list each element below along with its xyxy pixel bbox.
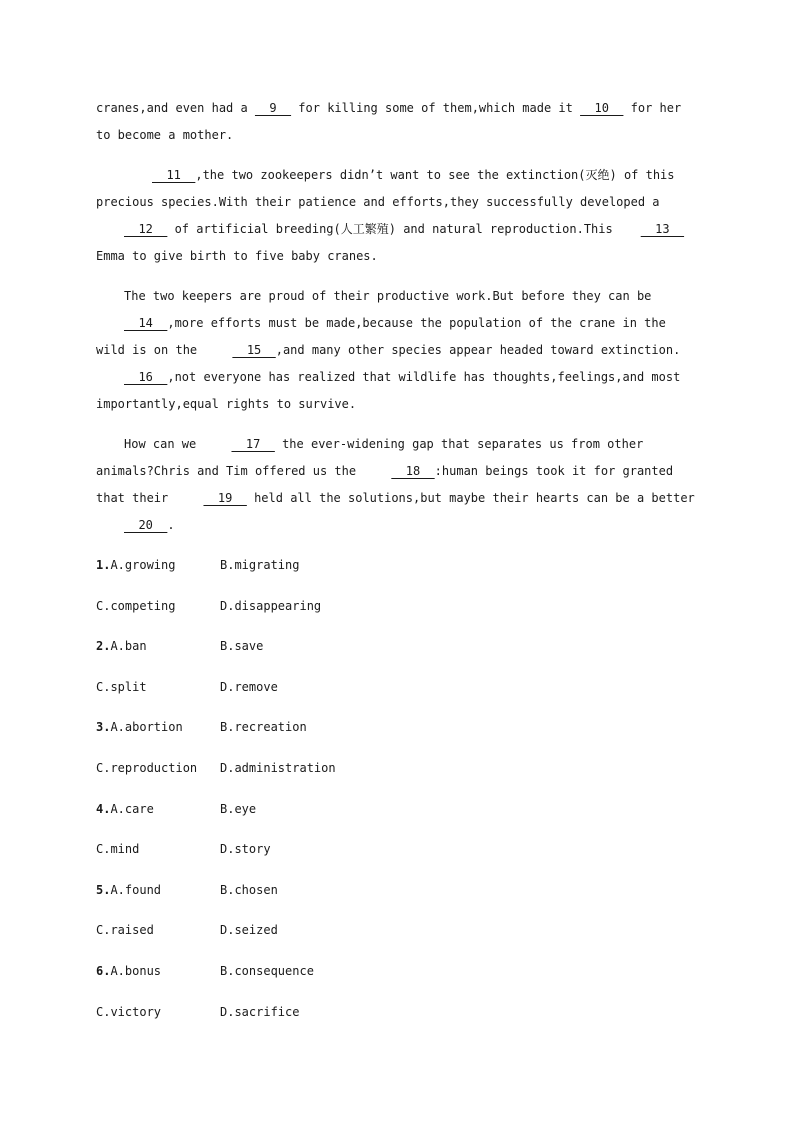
text: ,more efforts must be made,because the population of the crane in the wild is on the: [96, 316, 666, 357]
question-number: 4.: [96, 801, 111, 816]
text: Emma to give birth to five baby cranes.: [96, 249, 378, 263]
option-c: C.reproduction: [96, 760, 198, 775]
passage-paragraph-2: [96, 162, 696, 270]
text: ,not everyone has realized that wildlife has thoughts,feelings,and most importantly,equal rights to survive.: [96, 370, 681, 411]
text: the ever-widening gap that separates us from other animals?Chris and Tim offered us the: [96, 437, 644, 478]
text: The two keepers are proud of their productive work.But before they can be: [124, 289, 652, 303]
blank-13: 13: [640, 222, 685, 236]
blank-10: 10: [580, 101, 624, 115]
option-b: B.save: [220, 639, 264, 654]
text: ,the two zookeepers didn’t want to see the extinction(灭绝) of this precious species.With their patience and efforts,they successfully developed a: [96, 168, 675, 209]
text: .: [167, 518, 175, 532]
blank-16: 16: [124, 370, 168, 384]
blank-9: 9: [254, 101, 292, 115]
option-d: D.administration: [220, 760, 336, 775]
question-3-row-cd: [96, 748, 696, 789]
passage-paragraph-1: [96, 95, 696, 149]
option-b: B.recreation: [220, 720, 307, 735]
option-c: C.split: [96, 679, 147, 694]
option-d: D.sacrifice: [220, 1004, 300, 1019]
option-a: A.care: [110, 801, 154, 816]
text: for her to become a mother.: [96, 101, 682, 142]
blank-18: 18: [391, 464, 435, 478]
option-c: C.victory: [96, 1004, 162, 1019]
blank-17: 17: [231, 437, 275, 451]
option-a: A.abortion: [110, 720, 183, 735]
option-c: C.raised: [96, 923, 154, 938]
text: ,and many other species appear headed toward extinction.: [275, 343, 681, 357]
text: held all the solutions,but maybe their hearts can be a better: [246, 491, 695, 505]
option-c: C.mind: [96, 842, 140, 857]
option-a: A.ban: [110, 639, 147, 654]
option-b: B.consequence: [220, 963, 314, 978]
question-4-row-cd: [96, 829, 696, 870]
option-b: B.eye: [220, 801, 257, 816]
option-b: B.migrating: [220, 558, 300, 572]
option-a: A.growing: [110, 558, 176, 572]
option-a: A.found: [110, 882, 162, 897]
blank-14: 14: [124, 316, 168, 330]
text: of artificial breeding(人工繁殖) and natural reproduction.This: [167, 222, 613, 236]
question-1-row-cd: [96, 586, 696, 627]
blank-15: 15: [232, 343, 276, 357]
blank-12: 12: [124, 222, 168, 236]
option-c: C.competing: [96, 598, 176, 613]
text: for killing some of them,which made it: [291, 101, 581, 115]
question-6-row-ab: [96, 951, 696, 992]
option-d: D.story: [220, 842, 271, 857]
blank-20: 20: [124, 518, 168, 532]
option-d: D.remove: [220, 679, 278, 694]
question-number: 2.: [96, 639, 111, 654]
passage-paragraph-3: [96, 283, 696, 418]
question-6-row-cd: [96, 992, 696, 1033]
question-number: 5.: [96, 882, 111, 897]
question-list: [96, 545, 696, 1032]
question-1-row-ab: [96, 545, 696, 586]
text: :human beings took it for granted that their: [96, 464, 674, 505]
option-a: A.bonus: [110, 963, 162, 978]
question-4-row-ab: [96, 789, 696, 830]
blank-11: 11: [152, 168, 196, 182]
question-2-row-ab: [96, 626, 696, 667]
option-b: B.chosen: [220, 882, 278, 897]
question-2-row-cd: [96, 667, 696, 708]
question-3-row-ab: [96, 707, 696, 748]
question-number: 6.: [96, 963, 111, 978]
question-number: 1.: [96, 558, 111, 572]
question-number: 3.: [96, 720, 111, 735]
passage-paragraph-4: [96, 431, 696, 539]
option-d: D.seized: [220, 923, 278, 938]
text: How can we: [124, 437, 204, 451]
option-d: D.disappearing: [220, 598, 322, 613]
question-5-row-cd: [96, 910, 696, 951]
text: cranes,and even had a: [96, 101, 255, 115]
blank-19: 19: [203, 491, 247, 505]
question-5-row-ab: [96, 870, 696, 911]
document-page: [96, 95, 696, 1032]
